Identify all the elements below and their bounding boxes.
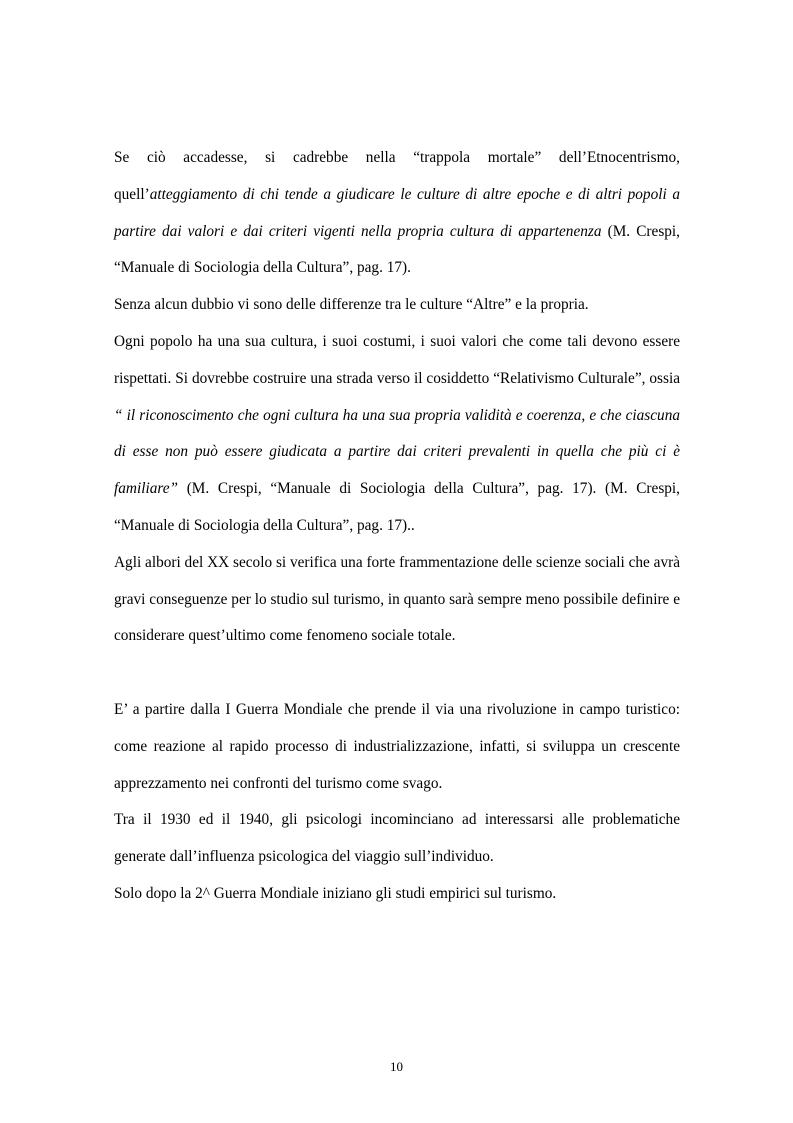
text-run: Agli albori del XX secolo si verifica una forte frammentazione delle scienze sociali che avrà gravi conseguenze per lo studio sul turismo, in quanto sarà sempre meno possibile definire e considerare quest’ultimo come fenomeno sociale totale. — [114, 553, 680, 645]
text-run: Senza alcun dubbio vi sono delle differenze tra le culture “Altre” e la propria. — [114, 296, 589, 314]
paragraph-differenze — [114, 287, 680, 324]
citation: (M. Crespi, “Manuale di Sociologia della Cultura”, pag. 17). (M. Crespi, “Manuale di Sociologia della Cultura”, pag. 17).. — [114, 480, 680, 534]
text-run: Se ciò accadesse, si cadrebbe nella “trappola mortale” dell’Etnocentrismo, quell’ — [114, 149, 680, 203]
text-run: Tra il 1930 ed il 1940, gli psicologi incominciano ad interessarsi alle problematiche generate dall’influenza psicologica del viaggio sull’individuo. — [114, 811, 680, 866]
page-number: 10 — [390, 1059, 403, 1074]
citation: (M. Crespi, “Manuale di Sociologia della Cultura”, pag. 17). — [114, 222, 680, 277]
paragraph-guerra-mondiale — [114, 692, 680, 802]
italic-quote: atteggiamento di chi tende a giudicare le culture di altre epoche e di altri popoli a partire dai valori e dai criteri vigenti nella propria cultura di appartenenza — [114, 185, 680, 240]
paragraph-psicologi — [114, 802, 680, 876]
text-run: Solo dopo la 2^ Guerra Mondiale iniziano gli studi empirici sul turismo. — [114, 884, 557, 902]
paragraph-xx-secolo — [114, 545, 680, 655]
paragraph-etnocentrismo — [114, 140, 680, 287]
paragraph-studi-empirici — [114, 876, 680, 913]
text-run: E’ a partire dalla I Guerra Mondiale che prende il via una rivoluzione in campo turistico: come reazione al rapido processo di industrializzazione, infatti, si sviluppa un crescente apprezzamento nei confronti del turismo come svago. — [114, 700, 680, 792]
paragraph-relativismo — [114, 324, 680, 545]
text-run: Ogni popolo ha una sua cultura, i suoi costumi, i suoi valori che come tali devono essere rispettati. Si dovrebbe costruire una strada verso il cosiddetto “Relativismo Culturale”, ossia — [114, 332, 680, 387]
paragraph-spacer — [114, 655, 680, 692]
body-text — [114, 140, 680, 913]
italic-quote: “ il riconoscimento che ogni cultura ha una sua propria validità e coerenza, e che ciascuna di esse non può essere giudicata a partire dai criteri prevalenti in quella che più ci è familiare” — [114, 406, 680, 498]
